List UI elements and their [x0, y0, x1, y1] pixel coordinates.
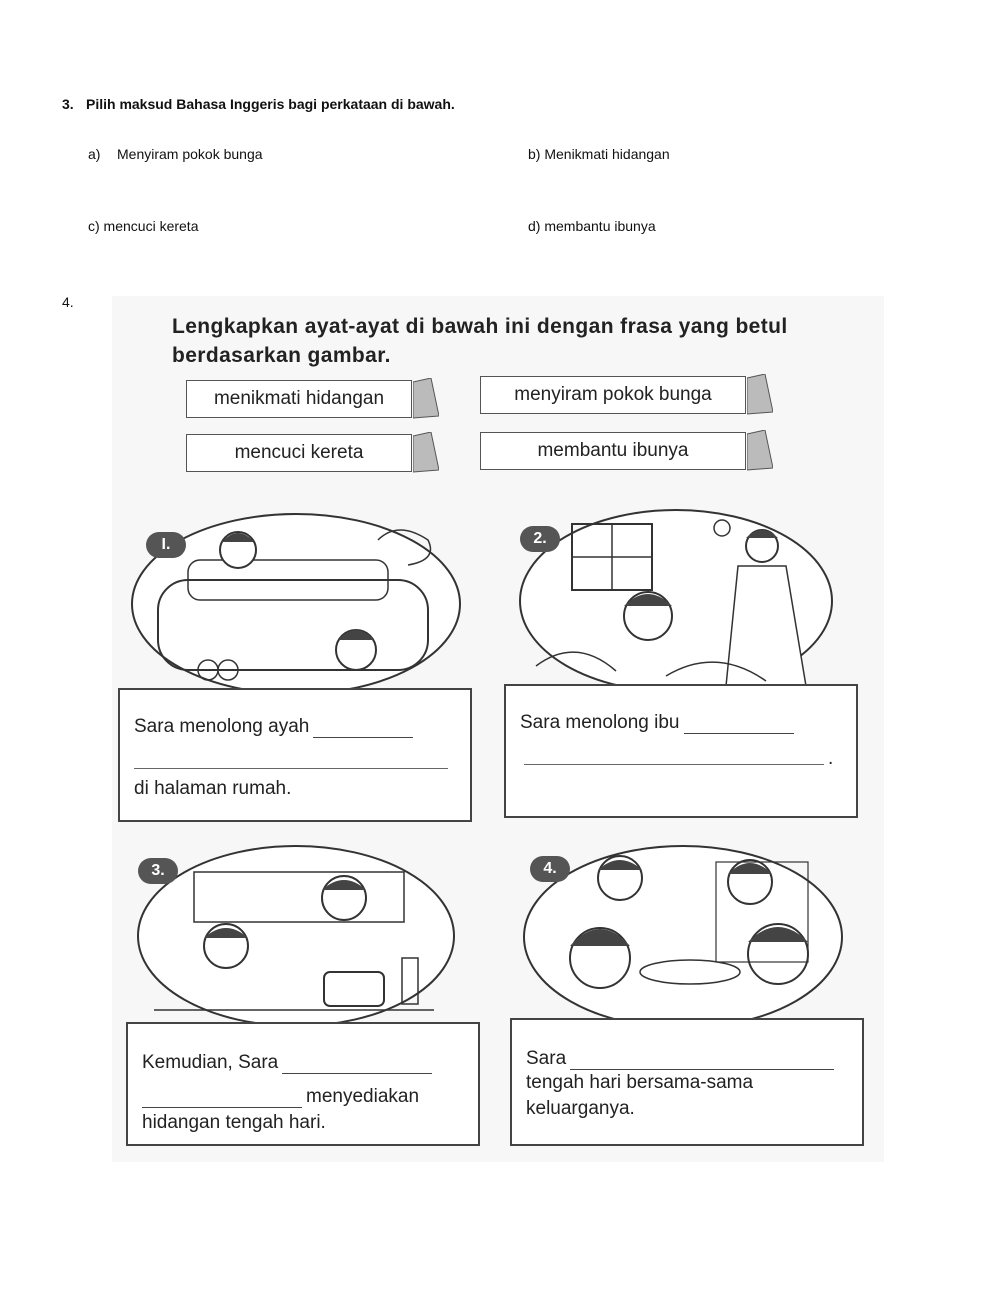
phrase-text: mencuci kereta	[234, 442, 364, 463]
phrase-tag-menyiram	[480, 376, 746, 414]
phrase-text: menikmati hidangan	[213, 388, 385, 409]
cooking-illustration	[134, 842, 458, 1030]
panel-2-illustration	[516, 506, 836, 696]
panel-3-text-1: Kemudian, Sara	[142, 1052, 279, 1073]
panel-3-text-2: menyediakan	[306, 1086, 420, 1107]
answer-line[interactable]	[134, 768, 448, 769]
option-c: c) mencuci kereta	[88, 218, 199, 234]
panel-1-line-1	[134, 716, 413, 738]
panel-3-badge: 3.	[138, 858, 178, 884]
panel-2-line-1	[520, 712, 794, 734]
panel-2-badge: 2.	[520, 526, 560, 552]
panel-2-text-1: Sara menolong ibu	[520, 712, 680, 733]
option-a-text: Menyiram pokok bunga	[117, 146, 263, 162]
question-4-number: 4.	[62, 294, 74, 310]
tag-flap-icon	[747, 374, 773, 416]
answer-blank[interactable]	[142, 1091, 302, 1108]
watering-plants-illustration	[516, 506, 836, 696]
panel-2-sentence-box	[504, 684, 858, 818]
answer-blank[interactable]	[684, 717, 794, 734]
phrase-tag-mencuci	[186, 434, 412, 472]
answer-line[interactable]	[524, 764, 824, 765]
panel-3-line-1	[142, 1052, 432, 1074]
answer-blank[interactable]	[282, 1057, 432, 1074]
panel-3-illustration	[134, 842, 458, 1030]
phrase-tag-membantu	[480, 432, 746, 470]
panel-3-sentence-box	[126, 1022, 480, 1146]
worksheet-instruction: Lengkapkan ayat-ayat di bawah ini dengan frasa yang betul berdasarkan gambar.	[172, 315, 788, 367]
panel-4-text-3: keluarganya.	[526, 1098, 635, 1119]
panel-4-sentence-box	[510, 1018, 864, 1146]
option-b: b) Menikmati hidangan	[528, 146, 670, 162]
panel-1-sentence-box	[118, 688, 472, 822]
tag-flap-icon	[413, 432, 439, 474]
panel-4-text-1: Sara	[526, 1048, 567, 1069]
panel-3-line-2	[142, 1086, 419, 1108]
panel-4-badge: 4.	[530, 856, 570, 882]
panel-4-text-2: tengah hari bersama-sama	[526, 1072, 754, 1093]
panel-4-illustration	[520, 842, 846, 1032]
phrase-text: membantu ibunya	[537, 440, 689, 461]
panel-3-text-3: hidangan tengah hari.	[142, 1112, 326, 1133]
question-3-number: 3.	[62, 96, 74, 112]
tag-flap-icon	[747, 430, 773, 472]
option-a-label: a)	[88, 146, 101, 162]
panel-1-text-3: di halaman rumah.	[134, 778, 292, 799]
panel-1-badge: I.	[146, 532, 186, 558]
answer-blank[interactable]	[570, 1053, 834, 1070]
panel-2-end-dot: .	[828, 748, 834, 769]
phrase-tag-menikmati	[186, 380, 412, 418]
tag-flap-icon	[413, 378, 439, 420]
panel-4-line-1	[526, 1048, 834, 1070]
phrase-text: menyiram pokok bunga	[514, 384, 712, 405]
panel-1-text-1: Sara menolong ayah	[134, 716, 310, 737]
panel-1-illustration	[128, 510, 464, 698]
option-d: d) membantu ibunya	[528, 218, 656, 234]
answer-blank[interactable]	[313, 721, 413, 738]
question-3-title: Pilih maksud Bahasa Inggeris bagi perkataan di bawah.	[86, 96, 455, 112]
